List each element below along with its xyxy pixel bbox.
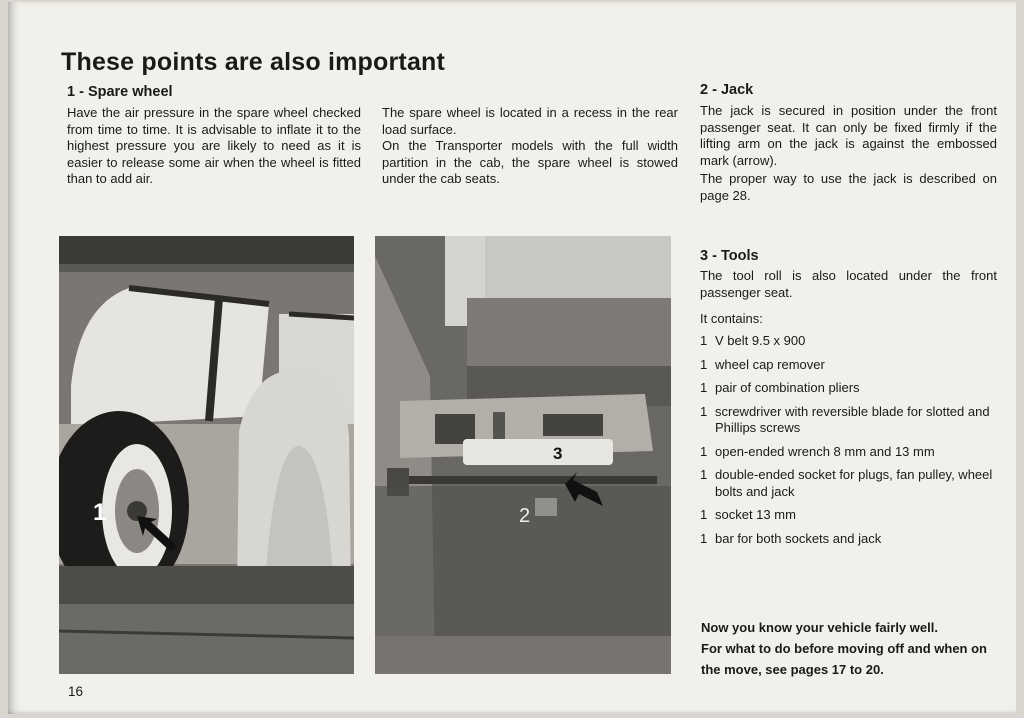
list-item: 1 V belt 9.5 x 900 [700, 333, 806, 348]
list-item: 1 pair of combination pliers [700, 380, 860, 395]
list-item: 1 wheel cap remover [700, 356, 825, 372]
spare-wheel-pressure-text: Have the air pressure in the spare wheel checked from time to time. It is advisable to inflate it to the highest pressure you are likely to need as it is easier to release some air when the wheel is fitted than to add air. [67, 105, 361, 187]
spare-wheel-photo [59, 236, 354, 674]
list-item: 1 double-ended socket for plugs, fan pulley, wheel bolts and jack [700, 467, 993, 499]
figure-label-1: 1 [93, 499, 107, 526]
tools-location-text: The tool roll is also located under the front passenger seat. [700, 268, 997, 300]
spare-wheel-location-text: The spare wheel is located in a recess in the rear load surface. [382, 105, 678, 137]
jack-heading: 2 - Jack [700, 82, 754, 98]
list-item: 1 screwdriver with reversible blade for slotted and Phillips screws [700, 403, 990, 435]
tools-list [700, 333, 998, 554]
jack-position-text: The jack is secured in position under the front passenger seat. It can only be fixed firmly if the lifting arm on the jack is against the embossed mark (arrow). [700, 103, 997, 168]
closing-line-1: Now you know your vehicle fairly well. [701, 620, 938, 635]
closing-note [701, 617, 1001, 680]
figure-label-2: 2 [519, 505, 531, 527]
page-title: These points are also important [61, 48, 446, 76]
jack-tools-photo [375, 236, 671, 674]
page-number: 16 [68, 684, 84, 699]
closing-line-2: For what to do before moving off and when on the move, see pages 17 to 20. [701, 641, 987, 677]
list-item: 1 open-ended wrench 8 mm and 13 mm [700, 443, 935, 459]
manual-page [8, 2, 1016, 714]
tools-contains-label: It contains: [700, 311, 763, 326]
list-item: 1 socket 13 mm [700, 507, 796, 522]
spare-wheel-transporter-text: On the Transporter models with the full width partition in the cab, the spare wheel is stowed under the cab seats. [382, 138, 678, 187]
figure-label-3: 3 [553, 444, 563, 463]
tools-heading: 3 - Tools [700, 248, 759, 264]
list-item: 1 bar for both sockets and jack [700, 530, 882, 546]
jack-usage-text: The proper way to use the jack is described on page 28. [700, 171, 997, 203]
spare-wheel-heading: 1 - Spare wheel [67, 84, 173, 100]
